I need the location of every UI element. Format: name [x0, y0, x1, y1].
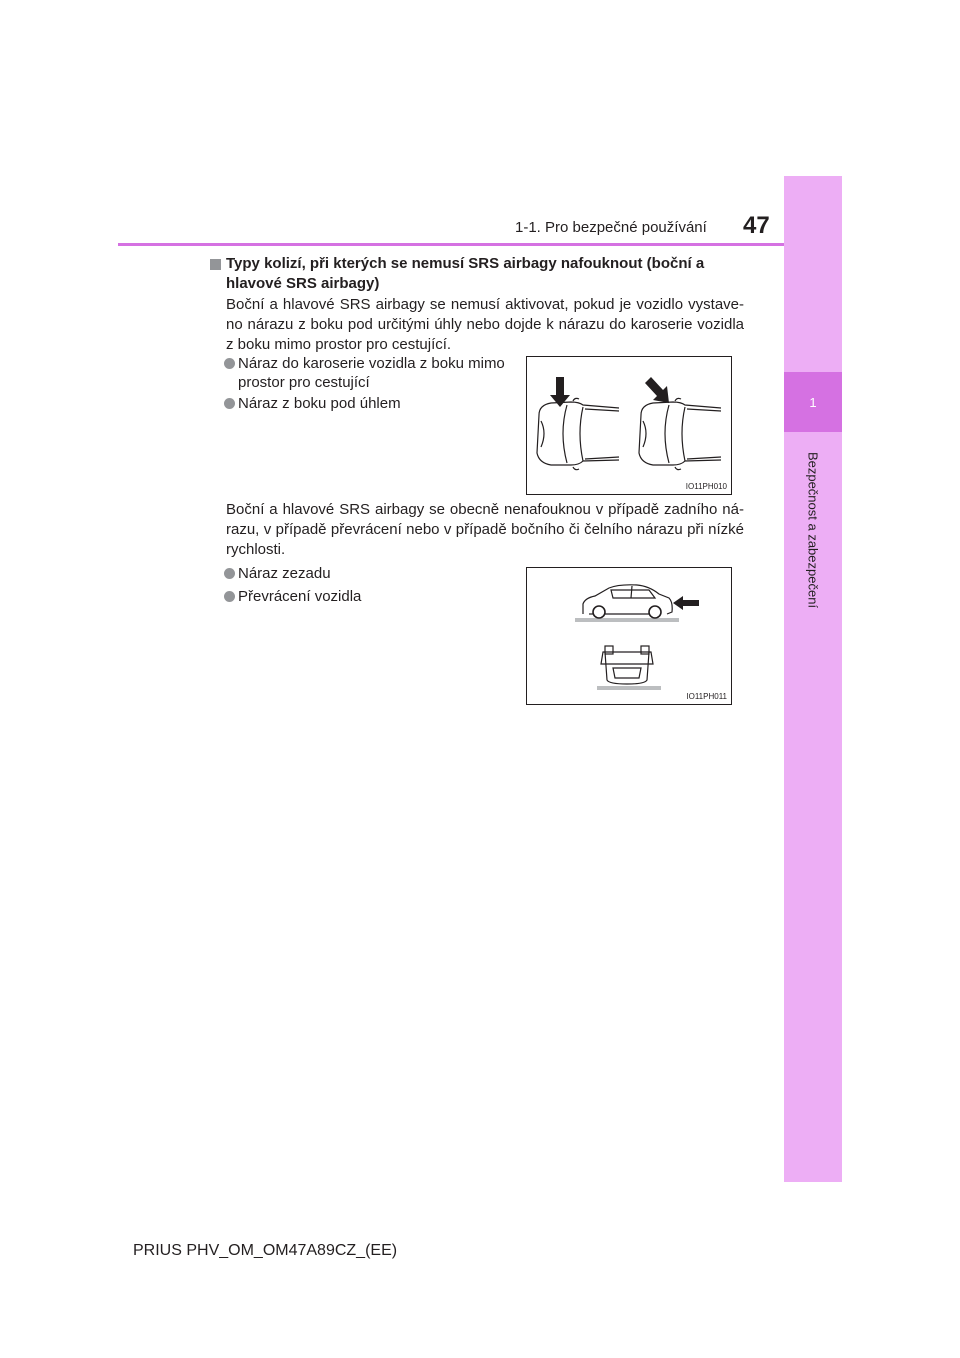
header-divider [118, 243, 784, 246]
figure-code: IO11PH010 [685, 482, 727, 491]
list-item-text: Náraz zezadu [238, 565, 331, 582]
bullet-icon [224, 568, 235, 579]
bullet-icon [224, 591, 235, 602]
chapter-side-tab [784, 176, 842, 1182]
section-title: 1-1. Pro bezpečné používání [515, 219, 707, 236]
list-item [224, 587, 514, 606]
list-item [224, 354, 514, 392]
side-impact-illustration [527, 357, 731, 494]
page-number: 47 [743, 212, 770, 239]
heading-square-icon [210, 259, 221, 270]
list-item-text: Převrácení vozidla [238, 588, 362, 605]
rear-rollover-figure [526, 567, 732, 705]
bullet-icon [224, 358, 235, 369]
rear-rollover-illustration [527, 568, 731, 704]
bullet-icon [224, 398, 235, 409]
document-code: PRIUS PHV_OM_OM47A89CZ_(EE) [133, 1242, 398, 1259]
list-item [224, 564, 514, 583]
list-item-text: Náraz z boku pod úhlem [238, 395, 401, 412]
intro-paragraph: Boční a hlavové SRS airbagy se nemusí aktivovat, pokud je vozidlo vystave-no nárazu z boku pod určitými úhly nebo dojde k nárazu do karoserie vozidla z boku mimo prostor pro cestující. [226, 296, 744, 353]
body-paragraph: Boční a hlavové SRS airbagy se obecně nenafouknou v případě zadního ná-razu, v případě převrácení nebo v případě bočního či čelního nárazu při nízké rychlosti. [226, 501, 744, 558]
side-impact-figure [526, 356, 732, 495]
subsection-heading: Typy kolizí, při kterých se nemusí SRS airbagy nafouknout (boční a hlavové SRS airbagy) [226, 255, 705, 292]
list-item-text: Náraz do karoserie vozidla z boku mimo prostor pro cestující [238, 355, 505, 391]
chapter-label-text: Bezpečnost a zabezpečení [805, 451, 821, 609]
figure-code: IO11PH011 [686, 692, 727, 701]
list-item [224, 394, 514, 413]
chapter-number: 1 [784, 372, 842, 432]
